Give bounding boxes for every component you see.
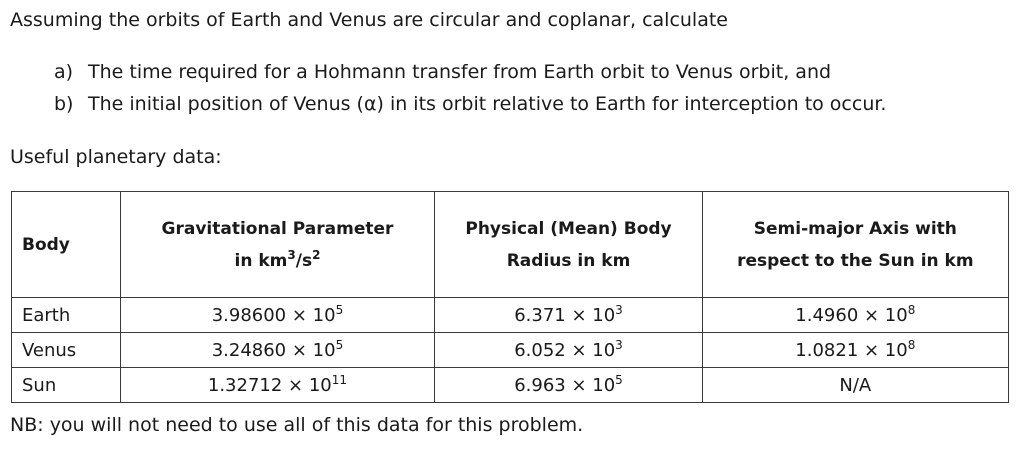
header-radius-line1: Physical (Mean) Body: [465, 218, 672, 239]
table-row: [12, 298, 1009, 333]
row-body-name: Venus: [12, 333, 121, 368]
question-b: [54, 88, 886, 120]
value-exponent: 5: [335, 337, 344, 352]
table-row: [12, 333, 1009, 368]
header-grav-exp1: 3: [287, 247, 296, 262]
header-semi-major-axis: [702, 192, 1008, 298]
row-grav-parameter: [120, 368, 435, 403]
planetary-data-table: [11, 191, 1009, 403]
useful-data-label: Useful planetary data:: [10, 146, 222, 168]
row-radius: [435, 298, 702, 333]
value-exponent: 3: [615, 337, 623, 352]
value-mantissa: 3.24860 × 10: [211, 339, 336, 361]
row-grav-parameter: [120, 298, 435, 333]
header-body: Body: [12, 192, 121, 298]
row-semi-major-axis: [702, 298, 1008, 333]
value-mantissa: 3.98600 × 10: [211, 304, 336, 326]
row-body-name: Earth: [12, 298, 121, 333]
question-a-text: The time required for a Hohmann transfer from Earth orbit to Venus orbit, and: [88, 61, 832, 83]
header-grav-line2-prefix: in km: [234, 250, 288, 271]
value-mantissa: 6.963 × 10: [514, 374, 616, 396]
value-mantissa: N/A: [839, 374, 872, 396]
question-b-text: The initial position of Venus (α) in its orbit relative to Earth for interception to occur.: [88, 93, 887, 115]
value-exponent: 11: [331, 372, 348, 387]
row-grav-parameter: [120, 333, 435, 368]
header-sma-line1: Semi-major Axis with: [753, 218, 957, 239]
value-exponent: 5: [615, 372, 623, 387]
row-semi-major-axis: [702, 368, 1008, 403]
header-sma-line2: respect to the Sun in km: [737, 250, 974, 271]
value-exponent: 8: [907, 337, 916, 352]
value-exponent: 5: [335, 302, 344, 317]
row-semi-major-axis: [702, 333, 1008, 368]
question-a: [54, 56, 886, 88]
question-list: [54, 56, 886, 120]
header-radius: [435, 192, 702, 298]
row-radius: [435, 333, 702, 368]
value-exponent: 8: [907, 302, 916, 317]
question-b-marker: b): [54, 93, 74, 115]
value-exponent: 3: [615, 302, 623, 317]
data-note: NB: you will not need to use all of this data for this problem.: [10, 414, 584, 436]
value-mantissa: 6.052 × 10: [514, 339, 616, 361]
table-row: [12, 368, 1009, 403]
problem-intro: Assuming the orbits of Earth and Venus are circular and coplanar, calculate: [10, 9, 728, 31]
table-header-row: [12, 192, 1009, 298]
question-a-marker: a): [54, 61, 74, 83]
header-radius-line2: Radius in km: [506, 250, 631, 271]
header-grav-unit-mid: /s: [295, 250, 313, 271]
row-radius: [435, 368, 702, 403]
value-mantissa: 1.4960 × 10: [795, 304, 908, 326]
header-grav-exp2: 2: [312, 247, 321, 262]
value-mantissa: 1.32712 × 10: [207, 374, 332, 396]
value-mantissa: 1.0821 × 10: [795, 339, 908, 361]
header-grav-parameter: [120, 192, 435, 298]
row-body-name: Sun: [12, 368, 121, 403]
value-mantissa: 6.371 × 10: [514, 304, 616, 326]
header-grav-line1: Gravitational Parameter: [161, 218, 394, 239]
